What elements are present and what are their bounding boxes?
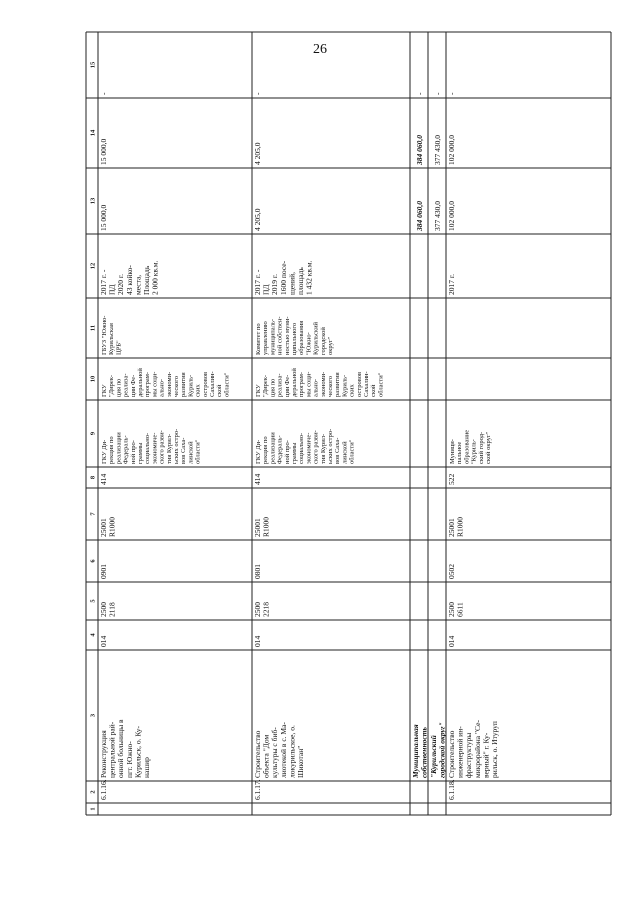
row-6117-schedule: 2017 г. -ПД2019 г.1600 посе-щений,площадь1 432 кв.м. — [253, 260, 314, 295]
row-6116-developer: ГКУ"Дирек-ция пореализа-ции Фе-деральнойпрограм-мы соци-ально-экономи-ческогоразвитияКуриль-скихострововСахалин-скойобласти" — [101, 368, 231, 397]
table-grid — [86, 32, 611, 815]
row-6118-code-d: 25001R1000 — [447, 516, 465, 537]
row-6117-code-b: 25002218 — [253, 602, 271, 617]
row-6117-code-c: 0801 — [253, 564, 262, 579]
column-number: 13 — [89, 197, 97, 205]
row-6116-customer: ГКУ Ди-рекция пореализацииФедераль-ной про-граммысоциально-экономиче-ского разви-тия Курил-ьских остро-вов Саха-линскойобласти" — [101, 428, 202, 464]
district-total-c: - — [433, 92, 442, 95]
municipal-total-b: 384 060,0 — [415, 135, 424, 165]
row-6117-code-d: 25001R1000 — [253, 516, 271, 537]
row-6118-amount-b: 102 000,0 — [447, 135, 456, 165]
row-6117-amount-a: 4 205,0 — [253, 208, 262, 231]
row-6117-number: 6.1.17. — [253, 779, 262, 800]
district-label: "Курильскийгородской округ" — [429, 722, 447, 778]
row-6118-schedule: 2017 г. — [447, 274, 456, 295]
column-number: 15 — [89, 61, 97, 69]
row-6116-title: Реконструкцияцентральной рай-онной больницы впгт. Южно-Курильск, о. Ку-нашир — [99, 719, 151, 778]
municipal-label: Муниципальнаясобственность — [411, 724, 429, 778]
row-6117-code-a: 014 — [253, 635, 262, 647]
column-number: 9 — [89, 431, 97, 436]
column-number: 8 — [89, 475, 97, 480]
row-6118-amount-a: 102 000,0 — [447, 201, 456, 231]
district-total-a: 377 430,0 — [433, 201, 442, 231]
row-6118-number: 6.1.18. — [447, 779, 456, 800]
column-number: 2 — [89, 790, 97, 794]
column-number: 12 — [89, 262, 97, 270]
column-number: 5 — [89, 599, 97, 603]
row-6118-code-b: 25006611 — [447, 602, 465, 617]
row-6116-code-c: 0901 — [99, 564, 108, 579]
municipal-total-c: - — [415, 92, 424, 95]
row-6117-customer: ГКУ Ди-рекция пореализацииФедераль-ной про-граммысоциально-экономиче-ского разви-тия Курил-ьских остро-вов Саха-линскойобласти" — [255, 428, 356, 464]
municipal-total-a: 384 060,0 — [415, 201, 424, 231]
row-6118-code-c: 0502 — [447, 564, 456, 579]
column-number: 10 — [89, 375, 97, 383]
page-number: 26 — [313, 42, 327, 57]
row-6117-operator: Комитет поуправлениюмуниципаль-ной собствен-ностью муни-ципальногообразования"Южно-Курильскийгородскойокруг" — [255, 316, 334, 355]
column-number: 1 — [89, 807, 97, 811]
row-6116-operator: ГБУЗ "Южно-КурильскаяЦРБ" — [101, 315, 123, 355]
row-6117-developer: ГКУ"Дирек-ция пореализа-ции Фе-деральнойпрограм-мы соци-ально-экономи-ческогоразвитияКуриль-скихострововСахалин-скойобласти" — [255, 368, 385, 397]
row-6117-amount-c: - — [253, 92, 262, 95]
row-6117-title: Строительствообъекта "Домкультуры с биб-лиотекой в с. Ма-локурильское, о.Шикотан" — [253, 722, 305, 778]
row-6118-customer: Муници-пальноеобразование"Куриль-ский город-ской округ" — [449, 429, 492, 464]
row-6116-code-d: 25001R1000 — [99, 516, 117, 537]
column-number: 14 — [89, 129, 97, 137]
column-number: 3 — [89, 713, 97, 718]
row-6116-schedule: 2017 г. -ПД2020 г.43 койко-места,Площадь2 000 кв.м. — [99, 260, 160, 295]
row-6118-code-a: 014 — [447, 635, 456, 647]
district-total-b: 377 430,0 — [433, 135, 442, 165]
column-number: 11 — [89, 324, 97, 332]
row-6116-amount-c: - — [99, 92, 108, 95]
row-6116-number: 6.1.16. — [99, 779, 108, 800]
row-6116-amount-a: 15 000,0 — [99, 204, 108, 231]
column-number: 4 — [89, 633, 97, 637]
row-6117-code-e: 414 — [253, 473, 262, 485]
table-text — [90, 61, 500, 811]
row-6116-code-e: 414 — [99, 473, 108, 485]
row-6117-amount-b: 4 205,0 — [253, 142, 262, 165]
row-6118-code-e: 522 — [447, 473, 456, 485]
row-6118-title: Строительствоинженерной ин-фраструктурымикрорайона "Се-верный" г. Ку-рильск, о. Итуруп — [447, 720, 499, 778]
column-number: 7 — [89, 512, 97, 516]
column-number: 6 — [89, 559, 97, 563]
row-6116-amount-b: 15 000,0 — [99, 138, 108, 165]
row-6118-amount-c: - — [447, 92, 456, 95]
row-6116-code-a: 014 — [99, 635, 108, 647]
row-6116-code-b: 25002118 — [99, 602, 117, 617]
